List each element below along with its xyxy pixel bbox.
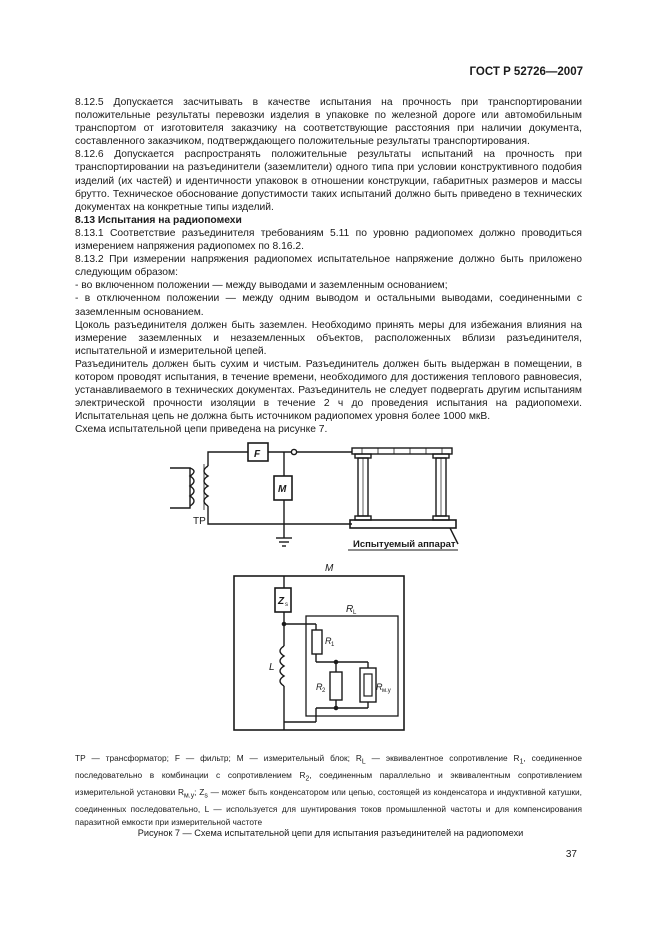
- paragraph-grounding: Цоколь разъединителя должен быть заземлен. Необходимо принять меры для избежания влияния на измерение заземленных и незаземленных объектов, расположенных вблизи разъединителя, испытательной и измерительной цепей.: [75, 319, 582, 357]
- list-item: - в отключенном положении — между одним выводом и остальными выводами, соединенными с заземленным основанием.: [75, 293, 582, 318]
- label-tr: ТР: [193, 516, 206, 527]
- figure-caption: Рисунок 7 — Схема испытательной цепи для испытания разъединителей на радиопомехи: [137, 828, 524, 838]
- label-r2: R: [316, 682, 323, 692]
- label-m-title: M: [325, 563, 334, 574]
- label-zs-sub: s: [285, 602, 288, 608]
- label-measuring-block: M: [278, 484, 287, 495]
- label-r1-sub: 1: [331, 642, 335, 648]
- paragraph-8-13-2: 8.13.2 При измерении напряжения радиопомех испытательное напряжение должно быть приложено следующим образом:: [75, 254, 582, 279]
- label-rl: R: [346, 604, 354, 615]
- label-inductor: L: [269, 662, 275, 673]
- paragraph-8-12-5: 8.12.5 Допускается засчитывать в качестве испытания на прочность при транспортировании положительные результаты перевозки изделия в упаковке по железной дороге или автомобильным транспортом от изготовителя заказчику на соответствующие расстояния при наличии документа, составленного заказчиком, подтверждающего положительные результаты транспортирования.: [75, 97, 582, 148]
- label-zs: Z: [278, 596, 285, 607]
- paragraph-dry-clean: Разъединитель должен быть сухим и чистым. Разъединитель должен быть выдержан в помещении, в котором проводят испытания, в течение времени, необходимого для достижения теплового равновесия, устанавливаемого в технических документах. Разъединитель не следует подвергать другим испытаниям электрической прочности изоляции в течение 2 ч до проведения испытания на радиопомехи. Испытательная цепь не должна быть источником радиопомех уровня более 1000 мкВ.: [75, 358, 582, 423]
- label-rmu-sub: м.у: [382, 688, 391, 694]
- paragraph-figure-ref: Схема испытательной цепи приведена на рисунке 7.: [75, 424, 328, 436]
- label-test-apparatus: Испытуемый аппарат: [353, 539, 456, 550]
- label-r1: R: [325, 636, 332, 646]
- label-rl-sub: L: [353, 610, 357, 616]
- label-r2-sub: 2: [322, 688, 326, 694]
- section-title: 8.13 Испытания на радиопомехи: [75, 214, 242, 226]
- label-rmu: R: [376, 682, 383, 692]
- page-number: 37: [565, 849, 577, 860]
- paragraph-8-12-6: 8.12.6 Допускается распространять положительные результаты испытаний на прочность при транспортировании на разъединители (заземлители) одного типа при условии конструктивного подобия изделий (их частей) и идентичности упаковок в отношении конструкции, габаритных размеров и массы брутто. Техническое обоснование допустимости таких испытаний должно быть приведено в технических документах на конкретные типы изделий.: [75, 149, 582, 213]
- paragraph-8-13-1: 8.13.1 Соответствие разъединителя требованиям 5.11 по уровню радиопомех должно проводиться измерением напряжения радиопомех по 8.16.2.: [75, 227, 582, 253]
- label-filter: F: [254, 449, 261, 460]
- circuit-diagram: [0, 438, 661, 738]
- figure-7: [0, 438, 661, 743]
- page-header: ГОСТ Р 52726—2007: [469, 66, 583, 78]
- list-item: - во включенном положении — между выводами и заземленным основанием;: [75, 280, 448, 292]
- body-text: [75, 96, 582, 436]
- figure-legend: ТР — трансформатор; F — фильтр; M — измерительный блок; $R_L$ — эквивалентное сопротивление $R_1$, соединенное последовательно в комбинации с сопротивлением $R_2$, соединенным параллельно и эквивалентным сопротивлением измерительной установки $R_{м.у}$; $Z_s$ — может быть конденсатором или цепью, состоящей из конденсатора и индуктивной катушки, соединенных последовательно, L — используется для шунтирования токов промышленной частоты и для компенсирования паразитной емкости при измерительной частоте: [75, 753, 582, 827]
